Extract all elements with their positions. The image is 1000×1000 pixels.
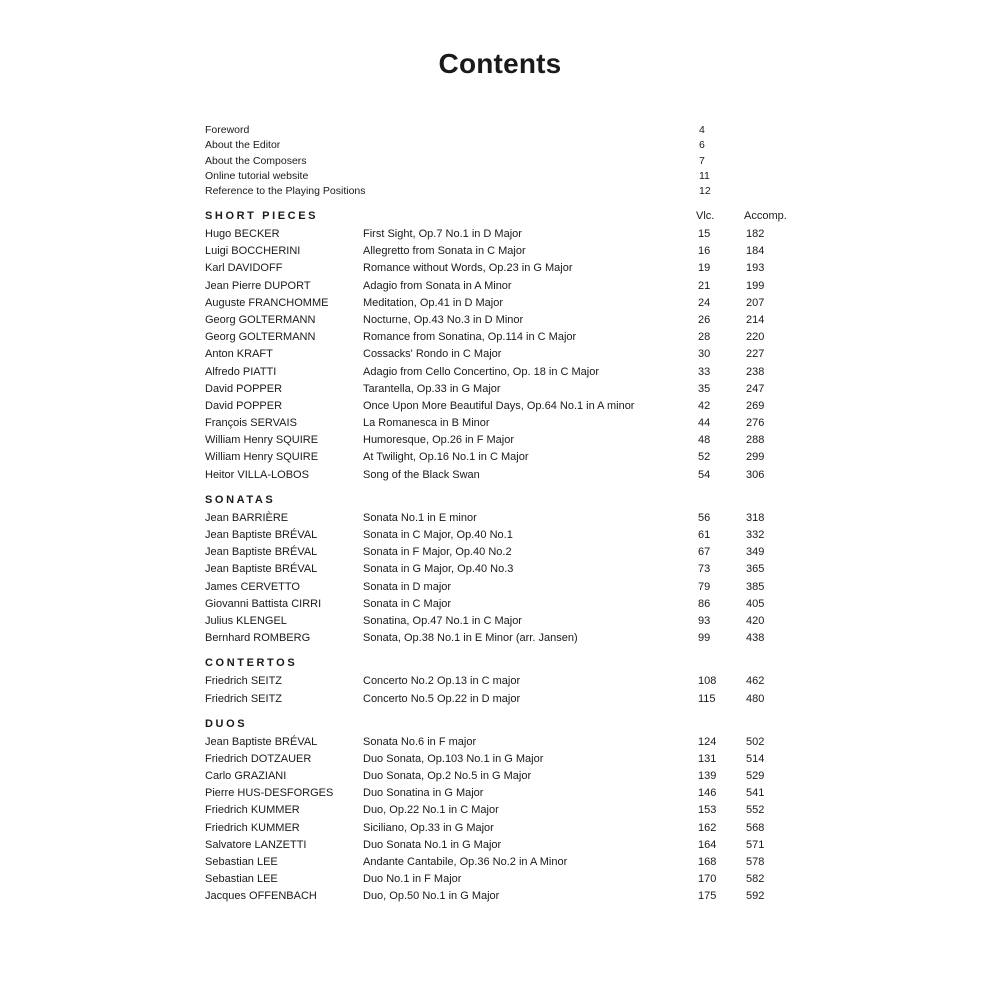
accompaniment-page-number: 385 <box>746 580 765 593</box>
cello-page-number: 73 <box>698 563 711 576</box>
accompaniment-page-number: 214 <box>746 313 765 326</box>
table-row[interactable] <box>205 734 785 751</box>
composer-name: Salvatore LANZETTI <box>205 838 307 851</box>
front-matter-item[interactable] <box>205 138 765 153</box>
cello-page-number: 67 <box>698 546 711 559</box>
section-title: SONATAS <box>205 493 276 506</box>
column-header-vlc: Vlc. <box>696 210 715 222</box>
work-title: Adagio from Cello Concertino, Op. 18 in C Major <box>363 365 599 378</box>
accompaniment-page-number: 220 <box>746 331 765 344</box>
work-title: Duo Sonata, Op.103 No.1 in G Major <box>363 752 544 765</box>
section-header <box>205 716 785 734</box>
section-duos <box>205 716 785 906</box>
table-row[interactable] <box>205 329 785 346</box>
cello-page-number: 175 <box>698 890 717 903</box>
front-matter-page: 6 <box>699 139 705 152</box>
composer-name: Giovanni Battista CIRRI <box>205 597 322 610</box>
composer-name: James CERVETTO <box>205 580 300 593</box>
cello-page-number: 15 <box>698 228 711 240</box>
work-title: Sonatina, Op.47 No.1 in C Major <box>363 614 522 627</box>
composer-name: Friedrich SEITZ <box>205 692 283 705</box>
table-row[interactable] <box>205 398 785 415</box>
composer-name: Bernhard ROMBERG <box>205 632 311 645</box>
table-row[interactable] <box>205 751 785 768</box>
work-title: Sonata in C Major, Op.40 No.1 <box>363 529 513 541</box>
cello-page-number: 52 <box>698 451 711 464</box>
cello-page-number: 93 <box>698 614 711 627</box>
cello-page-number: 19 <box>698 262 711 275</box>
table-row[interactable] <box>205 630 785 647</box>
composer-name: François SERVAIS <box>205 417 297 430</box>
composer-name: Luigi BOCCHERINI <box>205 245 301 258</box>
accompaniment-page-number: 299 <box>746 451 765 464</box>
composer-name: Friedrich KUMMER <box>205 821 300 834</box>
table-row[interactable] <box>205 888 785 905</box>
front-matter-label: Foreword <box>205 124 250 136</box>
table-row[interactable] <box>205 364 785 381</box>
accompaniment-page-number: 276 <box>746 417 765 430</box>
work-title: Nocturne, Op.43 No.3 in D Minor <box>363 313 524 326</box>
composer-name: William Henry SQUIRE <box>205 434 319 447</box>
accompaniment-page-number: 568 <box>746 821 765 834</box>
cello-page-number: 24 <box>698 296 711 309</box>
table-row[interactable] <box>205 527 785 544</box>
accompaniment-page-number: 592 <box>746 890 765 903</box>
cello-page-number: 44 <box>698 417 711 430</box>
composer-name: Sebastian LEE <box>205 856 278 868</box>
accompaniment-page-number: 247 <box>746 382 765 395</box>
work-title: Adagio from Sonata in A Minor <box>363 279 512 292</box>
front-matter-label: Online tutorial website <box>205 169 309 182</box>
table-row[interactable] <box>205 260 785 277</box>
composer-name: Heitor VILLA-LOBOS <box>205 468 309 481</box>
work-title: Duo Sonatina in G Major <box>363 787 484 800</box>
cello-page-number: 146 <box>698 787 717 800</box>
cello-page-number: 164 <box>698 838 717 851</box>
composer-name: Auguste FRANCHOMME <box>205 296 329 309</box>
table-row[interactable] <box>205 820 785 837</box>
work-title: Sonata in G Major, Op.40 No.3 <box>363 563 514 576</box>
composer-name: Jean Baptiste BRÉVAL <box>205 546 318 559</box>
composer-name: Jean Baptiste BRÉVAL <box>205 529 318 541</box>
composer-name: Karl DAVIDOFF <box>205 262 283 275</box>
table-row[interactable] <box>205 544 785 561</box>
composer-name: Sebastian LEE <box>205 873 278 886</box>
accompaniment-page-number: 405 <box>746 597 765 610</box>
table-row[interactable] <box>205 295 785 312</box>
cello-page-number: 86 <box>698 597 711 610</box>
cello-page-number: 168 <box>698 856 717 868</box>
work-title: Allegretto from Sonata in C Major <box>363 245 526 258</box>
cello-page-number: 42 <box>698 399 711 412</box>
accompaniment-page-number: 182 <box>746 228 765 240</box>
composer-name: William Henry SQUIRE <box>205 451 319 464</box>
section-short-pieces <box>205 208 785 484</box>
work-title: Duo, Op.22 No.1 in C Major <box>363 804 499 817</box>
composer-name: Friedrich SEITZ <box>205 675 283 688</box>
section-sonatas <box>205 492 785 648</box>
work-title: Sonata No.6 in F major <box>363 735 477 748</box>
table-row[interactable] <box>205 561 785 578</box>
accompaniment-page-number: 582 <box>746 873 765 886</box>
accompaniment-page-number: 480 <box>746 692 765 705</box>
composer-name: Julius KLENGEL <box>205 614 287 627</box>
cello-page-number: 35 <box>698 382 711 395</box>
accompaniment-page-number: 365 <box>746 563 765 576</box>
cello-page-number: 26 <box>698 313 711 326</box>
composer-name: Alfredo PIATTI <box>205 365 277 378</box>
table-row[interactable] <box>205 243 785 260</box>
table-row[interactable] <box>205 673 785 690</box>
cello-page-number: 28 <box>698 331 711 344</box>
cello-page-number: 21 <box>698 279 711 292</box>
front-matter-item[interactable] <box>205 154 765 169</box>
work-title: Sonata No.1 in E minor <box>363 511 477 524</box>
work-title: Siciliano, Op.33 in G Major <box>363 821 494 834</box>
cello-page-number: 124 <box>698 735 717 748</box>
section-contertos <box>205 655 785 707</box>
section-title: SHORT PIECES <box>205 210 319 222</box>
front-matter-page: 4 <box>699 124 705 136</box>
table-row[interactable] <box>205 768 785 785</box>
accompaniment-page-number: 502 <box>746 735 765 748</box>
cello-page-number: 48 <box>698 434 711 447</box>
work-title: Cossacks' Rondo in C Major <box>363 348 502 361</box>
accompaniment-page-number: 514 <box>746 752 765 765</box>
sections-list <box>205 208 785 906</box>
accompaniment-page-number: 306 <box>746 468 765 481</box>
cello-page-number: 33 <box>698 365 711 378</box>
table-row[interactable] <box>205 837 785 854</box>
work-title: First Sight, Op.7 No.1 in D Major <box>363 228 522 240</box>
table-row[interactable] <box>205 613 785 630</box>
accompaniment-page-number: 193 <box>746 262 765 275</box>
composer-name: Friedrich DOTZAUER <box>205 752 312 765</box>
section-title: DUOS <box>205 717 248 730</box>
work-title: La Romanesca in B Minor <box>363 417 490 430</box>
accompaniment-page-number: 288 <box>746 434 765 447</box>
work-title: Duo No.1 in F Major <box>363 873 462 886</box>
composer-name: Jean Baptiste BRÉVAL <box>205 563 318 576</box>
section-header <box>205 492 785 510</box>
work-title: Sonata, Op.38 No.1 in E Minor (arr. Jansen) <box>363 632 578 645</box>
cello-page-number: 162 <box>698 821 717 834</box>
accompaniment-page-number: 541 <box>746 787 765 800</box>
front-matter-item[interactable] <box>205 123 765 138</box>
section-header <box>205 208 785 226</box>
table-row[interactable] <box>205 854 785 871</box>
table-row[interactable] <box>205 510 785 527</box>
page-title: Contents <box>438 48 562 79</box>
cello-page-number: 61 <box>698 529 711 541</box>
accompaniment-page-number: 571 <box>746 838 765 851</box>
cello-page-number: 56 <box>698 511 711 524</box>
table-row[interactable] <box>205 467 785 484</box>
cello-page-number: 153 <box>698 804 717 817</box>
accompaniment-page-number: 552 <box>746 804 765 817</box>
composer-name: Pierre HUS-DESFORGES <box>205 787 334 800</box>
accompaniment-page-number: 578 <box>746 856 765 868</box>
composer-name: Jacques OFFENBACH <box>205 890 317 903</box>
front-matter-list <box>205 123 765 199</box>
front-matter-page: 12 <box>699 185 711 198</box>
accompaniment-page-number: 438 <box>746 632 765 645</box>
composer-name: Jean BARRIÈRE <box>205 511 289 524</box>
work-title: Tarantella, Op.33 in G Major <box>363 382 501 395</box>
work-title: Romance without Words, Op.23 in G Major <box>363 262 573 275</box>
cello-page-number: 54 <box>698 468 711 481</box>
work-title: Concerto No.5 Op.22 in D major <box>363 692 521 705</box>
table-row[interactable] <box>205 381 785 398</box>
accompaniment-page-number: 529 <box>746 770 765 783</box>
table-row[interactable] <box>205 871 785 888</box>
cello-page-number: 170 <box>698 873 717 886</box>
table-row[interactable] <box>205 226 785 243</box>
accompaniment-page-number: 420 <box>746 614 765 627</box>
front-matter-page: 11 <box>699 169 710 182</box>
composer-name: Jean Baptiste BRÉVAL <box>205 735 318 748</box>
composer-name: Jean Pierre DUPORT <box>205 279 311 292</box>
work-title: Song of the Black Swan <box>363 468 480 481</box>
work-title: Sonata in D major <box>363 580 452 593</box>
cello-page-number: 30 <box>698 348 711 361</box>
composer-name: Friedrich KUMMER <box>205 804 300 817</box>
work-title: Romance from Sonatina, Op.114 in C Major <box>363 331 577 344</box>
work-title: Sonata in F Major, Op.40 No.2 <box>363 546 512 559</box>
work-title: At Twilight, Op.16 No.1 in C Major <box>363 451 529 464</box>
accompaniment-page-number: 318 <box>746 511 765 524</box>
work-title: Humoresque, Op.26 in F Major <box>363 434 515 447</box>
table-row[interactable] <box>205 312 785 329</box>
composer-name: Hugo BECKER <box>205 228 280 240</box>
section-title: CONTERTOS <box>205 657 298 670</box>
accompaniment-page-number: 332 <box>746 529 765 541</box>
work-title: Duo Sonata No.1 in G Major <box>363 838 502 851</box>
work-title: Once Upon More Beautiful Days, Op.64 No.1 in A minor <box>363 399 635 412</box>
table-row[interactable] <box>205 596 785 613</box>
accompaniment-page-number: 184 <box>746 245 765 258</box>
table-row[interactable] <box>205 449 785 466</box>
front-matter-label: About the Composers <box>205 154 307 167</box>
table-row[interactable] <box>205 432 785 449</box>
front-matter-label: About the Editor <box>205 139 281 152</box>
composer-name: Carlo GRAZIANI <box>205 770 287 783</box>
table-row[interactable] <box>205 785 785 802</box>
composer-name: Georg GOLTERMANN <box>205 331 316 344</box>
accompaniment-page-number: 349 <box>746 546 765 559</box>
table-row[interactable] <box>205 802 785 819</box>
section-header <box>205 655 785 673</box>
accompaniment-page-number: 462 <box>746 675 765 688</box>
composer-name: Anton KRAFT <box>205 348 273 361</box>
composer-name: Georg GOLTERMANN <box>205 313 316 326</box>
composer-name: David POPPER <box>205 382 283 395</box>
accompaniment-page-number: 199 <box>746 279 765 292</box>
cello-page-number: 115 <box>698 692 716 705</box>
front-matter-page: 7 <box>699 154 705 167</box>
cello-page-number: 131 <box>698 752 717 765</box>
accompaniment-page-number: 238 <box>746 365 765 378</box>
work-title: Meditation, Op.41 in D Major <box>363 296 504 309</box>
cello-page-number: 79 <box>698 580 711 593</box>
work-title: Concerto No.2 Op.13 in C major <box>363 675 521 688</box>
accompaniment-page-number: 207 <box>746 296 765 309</box>
work-title: Sonata in C Major <box>363 597 452 610</box>
cello-page-number: 108 <box>698 675 717 688</box>
composer-name: David POPPER <box>205 399 283 412</box>
column-header-accomp: Accomp. <box>744 210 787 222</box>
cello-page-number: 16 <box>698 245 711 258</box>
work-title: Duo Sonata, Op.2 No.5 in G Major <box>363 770 532 783</box>
front-matter-item[interactable] <box>205 184 765 199</box>
cello-page-number: 139 <box>698 770 717 783</box>
table-row[interactable] <box>205 579 785 596</box>
table-row[interactable] <box>205 691 785 708</box>
table-row[interactable] <box>205 415 785 432</box>
front-matter-label: Reference to the Playing Positions <box>205 185 366 198</box>
cello-page-number: 99 <box>698 632 711 645</box>
front-matter-item[interactable] <box>205 169 765 184</box>
accompaniment-page-number: 269 <box>746 399 765 412</box>
table-row[interactable] <box>205 346 785 363</box>
work-title: Duo, Op.50 No.1 in G Major <box>363 890 500 903</box>
table-row[interactable] <box>205 278 785 295</box>
accompaniment-page-number: 227 <box>746 348 765 361</box>
work-title: Andante Cantabile, Op.36 No.2 in A Minor <box>363 856 568 868</box>
